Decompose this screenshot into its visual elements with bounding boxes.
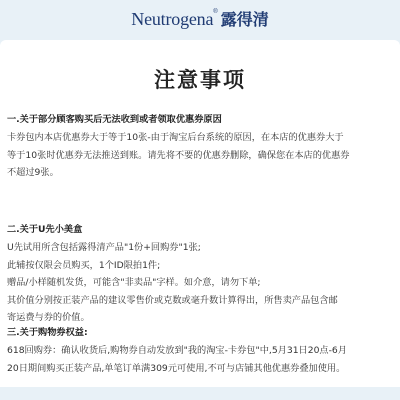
section-heading: 三.关于购物券权益: xyxy=(7,327,88,338)
brand-logo xyxy=(0,7,400,30)
section-heading: 二.关于U先小美盒 xyxy=(7,224,83,235)
notice-section-coupon-issue xyxy=(7,113,393,182)
section-line: 赠品/小样随机发货，可能含"非卖品"字样。如介意，请勿下单; xyxy=(7,277,261,288)
registered-mark: ® xyxy=(213,9,218,15)
brand-header xyxy=(0,0,400,40)
section-line: 寄运费与券的价值。 xyxy=(7,312,90,323)
section-line: 618回购券：确认收货后,购物券自动发放到"我的淘宝-卡券包"中,5月31日20点-6月 xyxy=(7,345,347,356)
section-body xyxy=(7,239,393,327)
page-title: 注意事项 xyxy=(154,68,246,92)
brand-name-cn: 露得清 xyxy=(220,10,269,29)
notice-section-voucher xyxy=(7,326,393,377)
section-line: 其价值分别按正装产品的建议零售价或克数或毫升数计算得出，所售卖产品包含邮 xyxy=(7,294,338,306)
brand-name-en: Neutrogena xyxy=(131,9,214,29)
section-line: 20日期间购买正装产品,单笔订单满309元可使用,不可与店铺其他优惠券叠加使用。 xyxy=(7,362,346,374)
bottom-band xyxy=(0,387,400,400)
section-body xyxy=(7,129,393,182)
section-line: 此辅按仅限会员购买，1个ID限拍1件; xyxy=(7,259,161,271)
notice-card xyxy=(0,40,400,400)
section-line: U先试用所含包括露得清产品"1份+回购券"1张; xyxy=(7,242,201,253)
section-line: 卡券包内本店优惠券大于等于10张-由于淘宝后台系统的原因，在本店的优惠券大于 xyxy=(7,132,344,143)
section-line: 等于10张时优惠券无法推送到账。请先将不要的优惠券删除，确保您在本店的优惠券 xyxy=(7,149,350,161)
section-body xyxy=(7,342,393,377)
section-heading: 一.关于部分顾客购买后无法收到或者领取优惠券原因 xyxy=(7,114,222,125)
section-line: 不超过9张。 xyxy=(7,167,59,178)
notice-section-u-box xyxy=(7,223,393,327)
